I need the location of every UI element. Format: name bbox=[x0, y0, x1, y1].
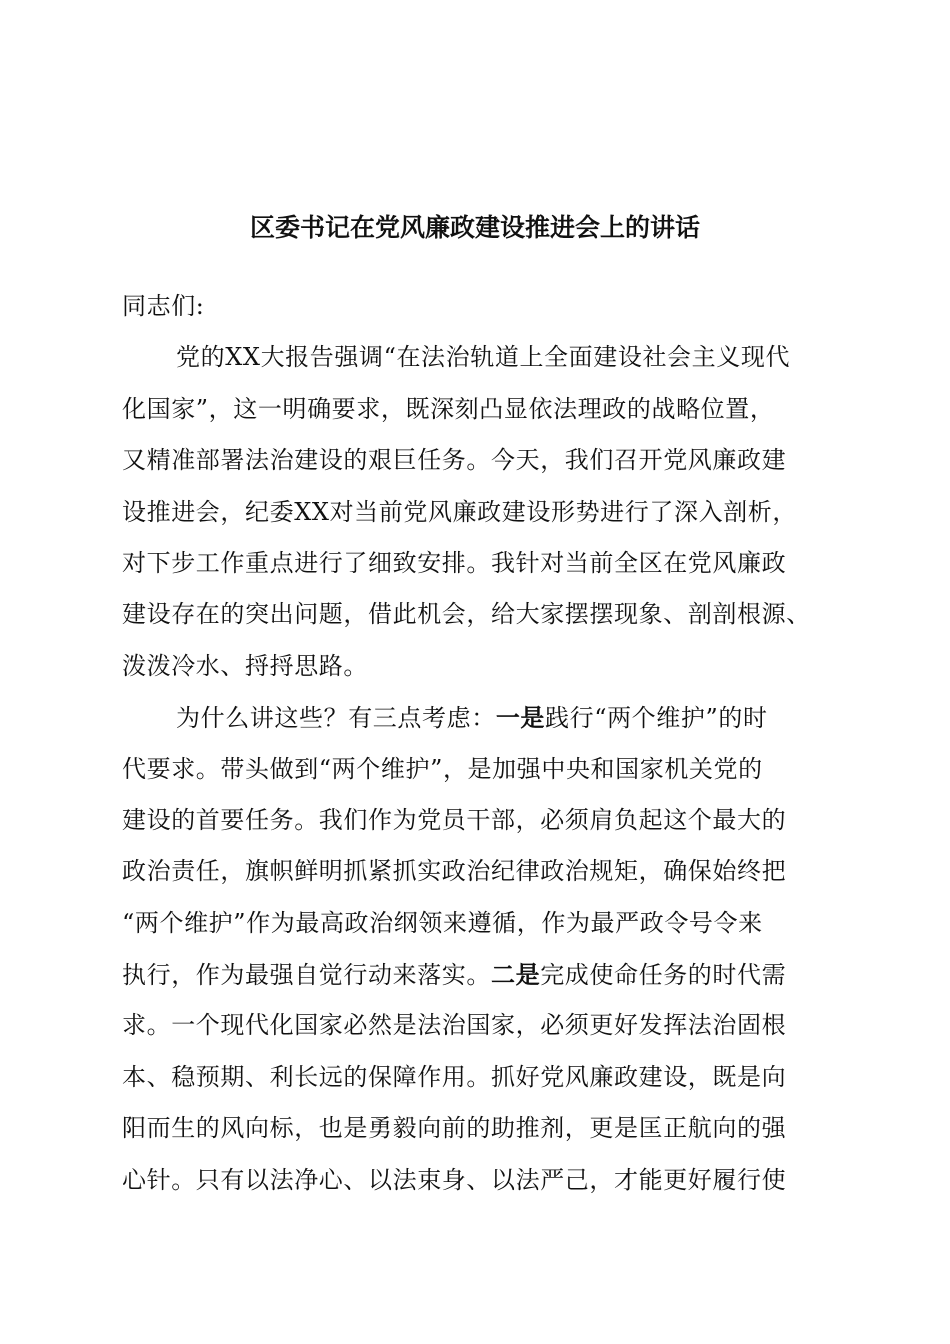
paragraph-1-line-2: 化国家”，这一明确要求，既深刻凸显依法理政的战略位置， bbox=[122, 394, 775, 423]
paragraph-2-line-3: 建设的首要任务。我们作为党员干部，必须肩负起这个最大的 bbox=[122, 805, 787, 834]
paragraph-2-line-8: 本、稳预期、利长远的保障作用。抓好党风廉政建设，既是向 bbox=[122, 1062, 787, 1091]
paragraph-1-line-1: 党的XX大报告强调“在法治轨道上全面建设社会主义现代 bbox=[176, 343, 791, 372]
paragraph-1-line-7: 泼泼冷水、捋捋思路。 bbox=[122, 651, 368, 680]
point-one-marker: 一是 bbox=[495, 703, 546, 733]
paragraph-2-line-4: 政治责任，旗帜鲜明抓紧抓实政治纪律政治规矩，确保始终把 bbox=[122, 857, 787, 886]
paragraph-2-line-1-start: 为什么讲这些？有三点考虑： bbox=[176, 704, 496, 733]
document-body bbox=[122, 281, 834, 1206]
paragraph-2-line-6 bbox=[122, 949, 834, 1000]
document-title: 区委书记在党风廉政建设推进会上的讲话 bbox=[249, 213, 700, 242]
paragraph-1-line-3: 又精准部署法治建设的艰巨任务。今天，我们召开党风廉政建 bbox=[122, 446, 787, 475]
paragraph-2-line-5: “两个维护”作为最高政治纲领来遵循，作为最严政令号令来 bbox=[122, 908, 763, 937]
paragraph-1-line-4: 设推进会，纪委XX对当前党风廉政建设形势进行了深入剖析， bbox=[122, 497, 797, 526]
paragraph-1-line-5: 对下步工作重点进行了细致安排。我针对当前全区在党风廉政 bbox=[122, 548, 787, 577]
paragraph-2-line-1-end: 践行“两个维护”的时 bbox=[545, 704, 768, 733]
paragraph-2-line-6-start: 执行，作为最强自觉行动来落实。 bbox=[122, 961, 491, 990]
paragraph-1-line-6: 建设存在的突出问题，借此机会，给大家摆摆现象、剖剖根源、 bbox=[122, 600, 811, 629]
paragraph-2-line-10: 心针。只有以法净心、以法束身、以法严己，才能更好履行使 bbox=[122, 1165, 787, 1194]
paragraph-2-line-6-end: 完成使命任务的时代需 bbox=[540, 961, 787, 990]
paragraph-2-line-7: 求。一个现代化国家必然是法治国家，必须更好发挥法治固根 bbox=[122, 1011, 787, 1040]
salutation: 同志们: bbox=[122, 292, 205, 320]
point-two-marker: 二是 bbox=[491, 960, 541, 990]
paragraph-2-line-9: 阳而生的风向标，也是勇毅向前的助推剂，更是匡正航向的强 bbox=[122, 1114, 787, 1143]
paragraph-2-line-2: 代要求。带头做到“两个维护”，是加强中央和国家机关党的 bbox=[122, 754, 763, 783]
paragraph-2-line-1 bbox=[122, 692, 834, 743]
